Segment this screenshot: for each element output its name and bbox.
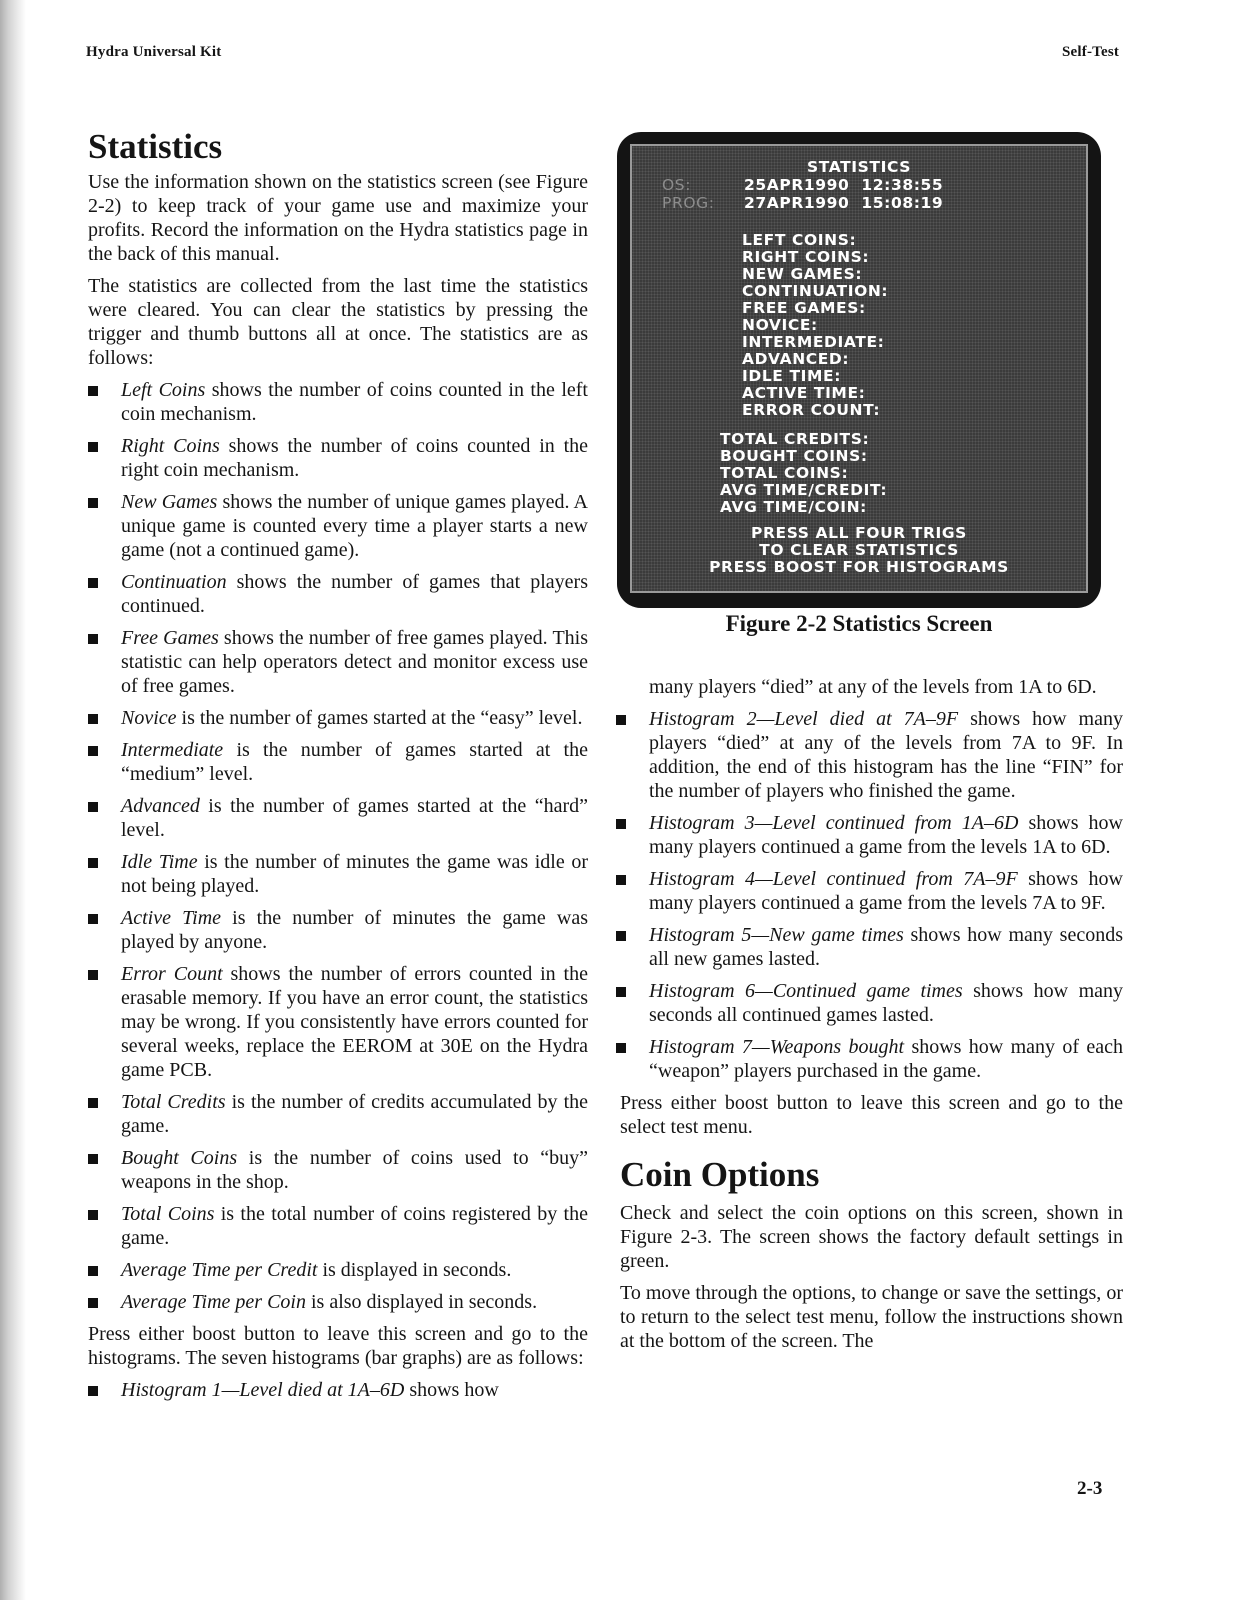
screen-stat-label: TOTAL COINS: [720,464,849,482]
item-text: shows how [404,1379,499,1401]
item-term: Histogram 3—Level continued from 1A–6D [649,812,1019,834]
bullet-icon [616,819,626,829]
bullet-icon [88,858,98,868]
item-term: Left Coins [121,379,206,401]
bullet-icon [88,1386,98,1396]
screen-instruction-line: PRESS ALL FOUR TRIGS [751,524,967,542]
bullet-icon [88,498,98,508]
list-item [616,979,1123,1027]
list-item [88,1090,588,1138]
statistics-outro: Press either boost button to leave this screen and go to the select test menu. [620,1092,1123,1138]
item-text: shows how many players continued a game from the levels 1A to 6D. [649,812,1123,858]
item-text: is displayed in seconds. [317,1259,512,1281]
screen-stat-list [742,232,888,419]
bullet-icon [616,715,626,725]
item-text: shows how many players continued a game from the levels 7A to 9F. [649,868,1123,914]
bullet-icon [88,634,98,644]
item-term: Total Credits [121,1091,226,1113]
crt-screen [630,144,1088,593]
screen-instruction-line: PRESS BOOST FOR HISTOGRAMS [709,558,1009,576]
screen-stat-label: AVG TIME/CREDIT: [720,481,888,499]
item-text: is the number of minutes the game was idle or not being played. [121,851,589,897]
item-text: is the number of games started at the “hard” level. [121,795,588,841]
bullet-icon [88,1266,98,1276]
item-text: is the number of credits accumulated by the game. [121,1091,589,1137]
item-term: Bought Coins [121,1147,238,1169]
running-head-title: Hydra Universal Kit [86,44,222,60]
item-text: shows the number of coins counted in the right coin mechanism. [121,435,589,481]
list-item [88,850,588,898]
item-text: shows the number of games that players continued. [121,571,588,617]
item-text: shows the number of unique games played. A unique game is counted every time a player starts a new game (not a continued game). [121,491,589,561]
item-term: Histogram 7—Weapons bought [649,1036,905,1058]
screen-stat-label: LEFT COINS: [742,231,857,249]
item-term: Intermediate [121,739,224,761]
bullet-icon [88,914,98,924]
list-item [88,490,588,562]
screen-title: STATISTICS [807,158,911,176]
list-item [88,1378,588,1402]
list-item [88,794,588,842]
screen-stat-label: TOTAL CREDITS: [720,430,870,448]
histogram-list [616,707,1123,1083]
item-term: Total Coins [121,1203,215,1225]
list-item [88,626,588,698]
item-term: Histogram 1—Level died at 1A–6D [121,1379,405,1401]
os-value: 25APR1990 12:38:55 [744,176,944,194]
bullet-icon [616,987,626,997]
screen-stat-label: IDLE TIME: [742,367,842,385]
item-text: is the number of coins used to “buy” weapons in the shop. [121,1147,589,1193]
item-term: Idle Time [121,851,198,873]
bullet-icon [88,746,98,756]
bullet-icon [616,1043,626,1053]
page-number: 2-3 [1077,1478,1103,1499]
bullet-icon [88,1098,98,1108]
screen-stat-label: RIGHT COINS: [742,248,870,266]
list-item [88,378,588,426]
item-text: shows the number of free games played. This statistic can help operators detect and monitor excess use of free games. [121,627,588,697]
bullet-icon [88,1210,98,1220]
screen-stat-label: AVG TIME/COIN: [720,498,867,516]
bullet-icon [88,802,98,812]
list-item [88,962,588,1082]
item-text: shows how many seconds all continued games lasted. [649,980,1124,1026]
item-term: Histogram 5—New game times [649,924,904,946]
list-item [88,906,588,954]
item-text: is the number of games started at the “medium” level. [121,739,588,785]
bullet-icon [88,714,98,724]
running-head-section: Self-Test [1062,44,1120,60]
coin-options-paragraph: To move through the options, to change or save the settings, or to return to the select test menu, follow the instructions shown at the bottom of the screen. The [620,1282,1123,1352]
item-term: Average Time per Credit [121,1259,318,1281]
item-term: New Games [121,491,218,513]
screen-total-list [720,431,887,516]
scan-edge-shadow [0,0,26,1600]
os-version-row [662,177,943,194]
item-term: Error Count [121,963,223,985]
bullet-icon [88,970,98,980]
left-column [88,127,588,1410]
prog-version-row [662,195,943,212]
item-text: is the number of minutes the game was played by anyone. [121,907,588,953]
item-term: Right Coins [121,435,220,457]
item-term: Histogram 2—Level died at 7A–9F [649,708,959,730]
bullet-icon [88,386,98,396]
statistics-screen-figure [617,132,1101,608]
screen-stat-label: ACTIVE TIME: [742,384,866,402]
list-item [88,570,588,618]
item-term: Continuation [121,571,227,593]
screen-stat-label: NOVICE: [742,316,818,334]
screen-stat-label: BOUGHT COINS: [720,447,868,465]
screen-instruction-line: TO CLEAR STATISTICS [759,541,959,559]
item-term: Histogram 4—Level continued from 7A–9F [649,868,1018,890]
list-item [88,738,588,786]
item-term: Novice [121,707,177,729]
coin-options-paragraph: Check and select the coin options on this screen, shown in Figure 2-3. The screen shows the factory default settings in green. [620,1202,1123,1272]
list-item [616,923,1123,971]
item-term: Free Games [121,627,219,649]
item-text: shows the number of errors counted in the erasable memory. If you have an error count, the statistics may be wrong. If you consistently have errors counted for several weeks, replace the EEROM at 30E on the Hydra game PCB. [121,963,588,1081]
histogram-list-start [88,1378,588,1402]
histogram-continued-text: many players “died” at any of the levels from 1A to 6D. [649,676,1097,698]
coin-options-heading: Coin Options [620,1155,820,1194]
bullet-icon [616,931,626,941]
item-text: is the number of games started at the “easy” level. [176,707,583,729]
item-text: is the total number of coins registered by the game. [121,1203,588,1249]
bullet-icon [88,578,98,588]
item-term: Histogram 6—Continued game times [649,980,963,1002]
item-text: shows how many of each “weapon” players purchased in the game. [649,1036,1124,1082]
item-term: Active Time [121,907,222,929]
prog-label: PROG: [662,194,715,212]
list-item [616,1035,1123,1083]
item-text: shows how many seconds all new games lasted. [649,924,1123,970]
statistics-heading: Statistics [88,127,223,166]
screen-stat-label: NEW GAMES: [742,265,863,283]
list-item [616,707,1123,803]
list-item [616,867,1123,915]
prog-value: 27APR1990 15:08:19 [744,194,944,212]
item-term: Average Time per Coin [121,1291,306,1313]
list-item [88,1290,588,1314]
intro-paragraph: Use the information shown on the statistics screen (see Figure 2-2) to keep track of your game use and maximize your profits. Record the information on the Hydra statistics page in the back of this manual. [88,171,588,265]
screen-stat-label: ADVANCED: [742,350,850,368]
screen-instructions [632,525,1086,576]
screen-stat-label: INTERMEDIATE: [742,333,885,351]
list-item [616,811,1123,859]
list-item [88,706,588,730]
screen-stat-label: FREE GAMES: [742,299,866,317]
bullet-icon [88,1298,98,1308]
figure-caption: Figure 2-2 Statistics Screen [725,611,993,636]
bullet-icon [88,1154,98,1164]
item-term: Advanced [121,795,200,817]
right-column [620,675,1124,1361]
list-item [88,434,588,482]
screen-stat-label: CONTINUATION: [742,282,889,300]
item-text: shows the number of coins counted in the left coin mechanism. [121,379,588,425]
histogram-intro: Press either boost button to leave this screen and go to the histograms. The seven histograms (bar graphs) are as follows: [88,1323,588,1369]
list-item [88,1202,588,1250]
item-text: shows how many players “died” at any of the levels from 7A to 9F. In addition, the end of this histogram has the line “FIN” for the number of players who finished the game. [649,708,1123,802]
screen-stat-label: ERROR COUNT: [742,401,881,419]
item-text: is also displayed in seconds. [305,1291,538,1313]
os-label: OS: [662,176,692,194]
statistics-list [88,378,588,1314]
list-item [88,1146,588,1194]
intro-paragraph: The statistics are collected from the last time the statistics were cleared. You can clear the statistics by pressing the trigger and thumb buttons all at once. The statistics are as follows: [88,275,588,369]
list-item [88,1258,588,1282]
bullet-icon [88,442,98,452]
bullet-icon [616,875,626,885]
